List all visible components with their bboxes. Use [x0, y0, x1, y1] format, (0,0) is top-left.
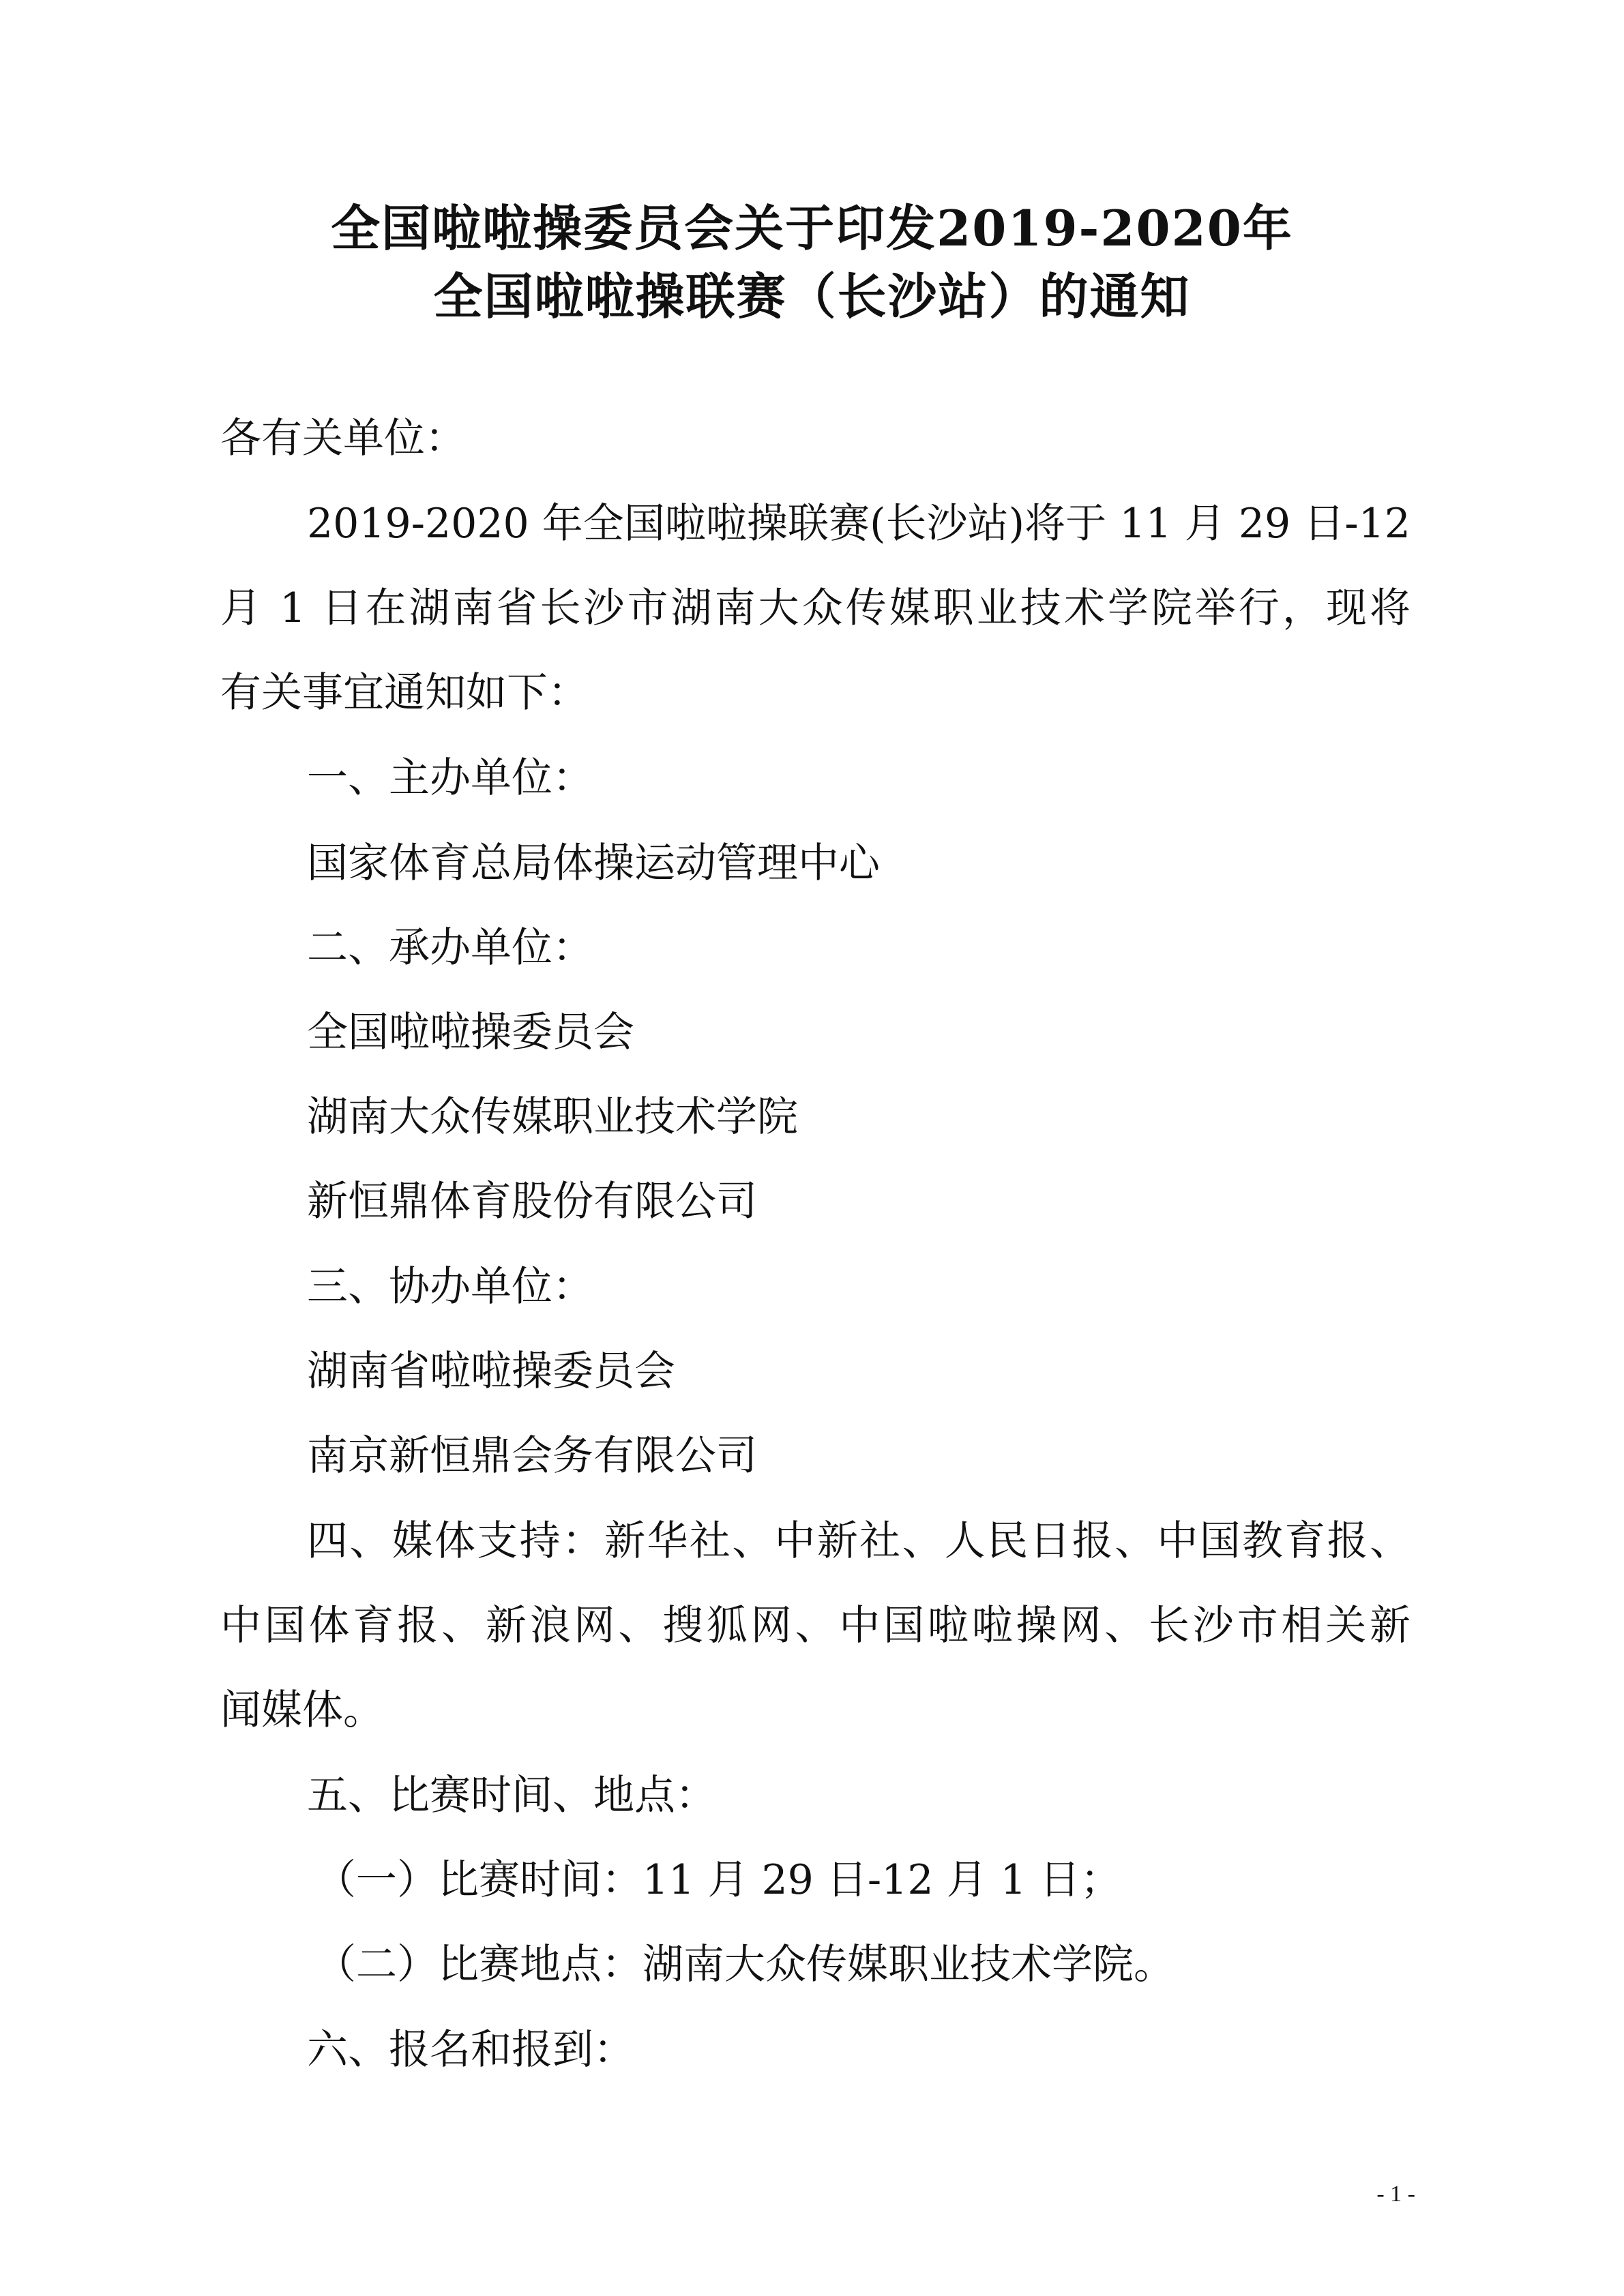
organizer-unit-3: 新恒鼎体育股份有限公司 [307, 1178, 757, 1225]
registration-heading: 六、报名和报到： [307, 2026, 634, 2074]
media-support-line-2: 中国体育报、新浪网、搜狐网、中国啦啦操网、长沙市相关新 [220, 1602, 1411, 1650]
intro-paragraph-line-2: 月 1 日在湖南省长沙市湖南大众传媒职业技术学院举行，现将 [220, 584, 1411, 632]
competition-time: （一）比赛时间：11 月 29 日-12 月 1 日； [315, 1856, 1121, 1904]
intro-paragraph-line-1: 2019-2020 年全国啦啦操联赛(长沙站)将于 11 月 29 日-12 [307, 500, 1411, 548]
organizer-unit-1: 全国啦啦操委员会 [307, 1009, 634, 1056]
time-place-heading: 五、比赛时间、地点： [307, 1772, 716, 1819]
co-organizer-unit-1: 湖南省啦啦操委员会 [307, 1347, 675, 1395]
co-organizer-unit-2: 南京新恒鼎会务有限公司 [307, 1432, 757, 1480]
organizer-unit-2: 湖南大众传媒职业技术学院 [307, 1093, 798, 1141]
document-title-line-1: 全国啦啦操委员会关于印发2019-2020年 [331, 199, 1293, 257]
media-support-line-3: 闻媒体。 [220, 1686, 384, 1734]
host-unit: 国家体育总局体操运动管理中心 [307, 839, 880, 887]
page-number: - 1 - [1376, 2181, 1415, 2207]
intro-paragraph-line-3: 有关事宜通知如下： [220, 669, 589, 717]
media-support-line-1: 四、媒体支持：新华社、中新社、人民日报、中国教育报、 [307, 1517, 1411, 1565]
competition-place: （二）比赛地点：湖南大众传媒职业技术学院。 [315, 1941, 1175, 1988]
host-heading: 一、主办单位： [307, 754, 593, 802]
salutation: 各有关单位： [220, 415, 466, 462]
organizer-heading: 二、承办单位： [307, 924, 593, 972]
co-organizer-heading: 三、协办单位： [307, 1263, 593, 1311]
document-title-line-2: 全国啦啦操联赛（长沙站）的通知 [433, 267, 1191, 325]
